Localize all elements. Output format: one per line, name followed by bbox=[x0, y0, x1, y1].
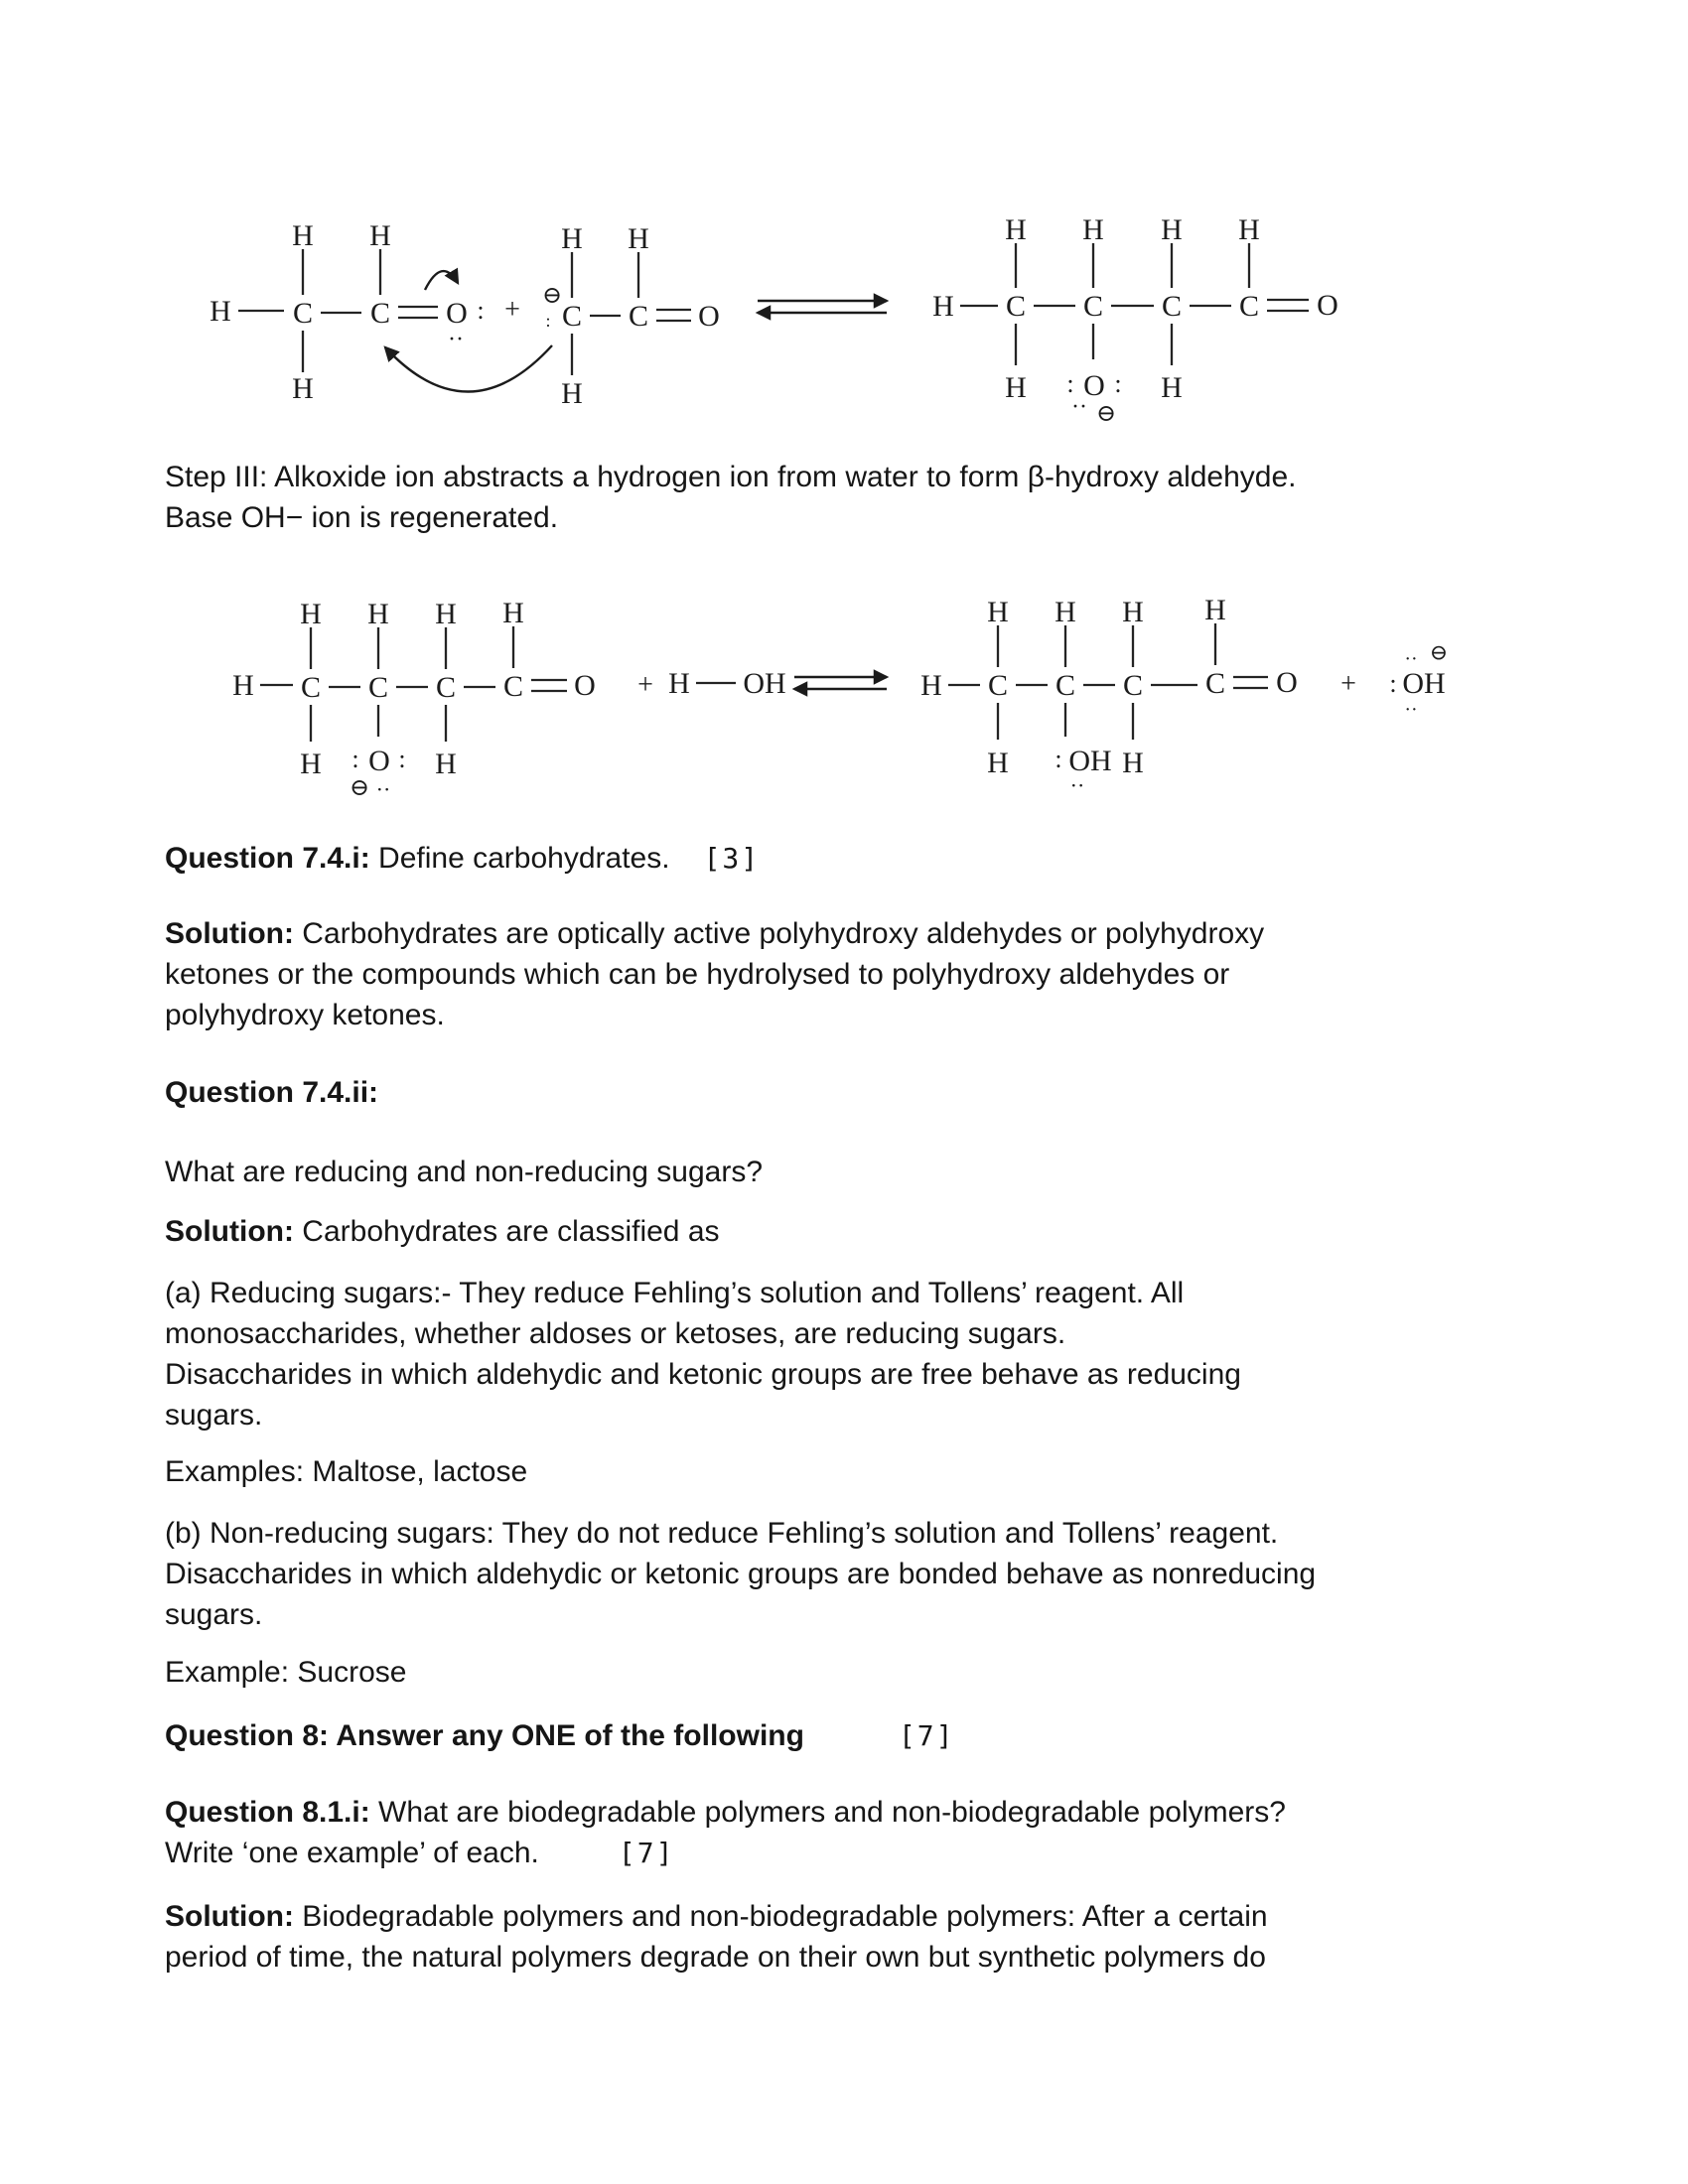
atom-label: H bbox=[1122, 596, 1144, 629]
atom-label: H bbox=[1238, 213, 1260, 247]
text-line bbox=[165, 1594, 1316, 1635]
text-line bbox=[165, 1152, 763, 1192]
atom-label: H bbox=[561, 377, 583, 411]
text-line bbox=[165, 1451, 527, 1492]
text-line bbox=[165, 954, 1264, 995]
text-span: What are biodegradable polymers and non-biodegradable polymers? bbox=[369, 1796, 1286, 1829]
atom-label: H bbox=[1161, 371, 1183, 405]
atom-label: H bbox=[210, 295, 231, 329]
text-line bbox=[165, 1395, 1241, 1435]
atom-label: H bbox=[561, 222, 583, 256]
chem-symbol: : bbox=[1389, 668, 1397, 698]
text-span: (b) Non-reducing sugars: They do not reduce Fehling’s solution and Tollens’ reagent. bbox=[165, 1517, 1279, 1550]
solution-7-4-i bbox=[165, 913, 1264, 1035]
label-bold: Solution: bbox=[165, 917, 294, 950]
atom-label: O bbox=[1276, 666, 1298, 700]
text-span: Base OH− ion is regenerated. bbox=[165, 501, 559, 534]
atom-label: H bbox=[1204, 594, 1226, 627]
atom-label: C bbox=[292, 297, 314, 331]
atom-label: C bbox=[300, 671, 322, 705]
chem-symbol: ·· bbox=[1069, 772, 1085, 798]
label-bold: Question 7.4.i: bbox=[165, 842, 370, 875]
solution-7-4-ii-intro bbox=[165, 1211, 720, 1252]
atom-label: OH bbox=[1402, 667, 1446, 701]
text-span: polyhydroxy ketones. bbox=[165, 999, 445, 1031]
text-line bbox=[165, 1715, 955, 1756]
atom-label: C bbox=[1161, 290, 1183, 324]
atom-label: H bbox=[668, 667, 690, 701]
atom-label: H bbox=[435, 598, 457, 631]
atom-label: H bbox=[1005, 371, 1027, 405]
chem-symbol: + bbox=[1340, 668, 1356, 700]
text-span: Define carbohydrates. bbox=[369, 842, 670, 875]
text-line bbox=[165, 1896, 1268, 1937]
atom-label: C bbox=[561, 300, 583, 334]
atom-label: H bbox=[1122, 747, 1144, 780]
atom-label: H bbox=[300, 598, 322, 631]
curved-electron-arrow bbox=[425, 271, 458, 290]
atom-label: C bbox=[502, 670, 524, 704]
atom-label: C bbox=[987, 669, 1009, 703]
atom-label: H bbox=[232, 669, 254, 703]
text-span: Carbohydrates are optically active polyhydroxy aldehydes or polyhydroxy bbox=[293, 917, 1265, 950]
chem-symbol: ·· bbox=[375, 776, 391, 802]
question-8 bbox=[165, 1715, 955, 1756]
chem-symbol: + bbox=[504, 294, 520, 326]
text-line bbox=[165, 1937, 1268, 1978]
text-line bbox=[165, 1211, 720, 1252]
text-line bbox=[165, 1513, 1316, 1554]
atom-label: H bbox=[987, 596, 1009, 629]
curved-electron-arrow bbox=[385, 345, 552, 392]
marks-badge: [3] bbox=[703, 842, 761, 875]
atom-label: H bbox=[987, 747, 1009, 780]
chem-symbol: : bbox=[1055, 744, 1062, 773]
text-span: sugars. bbox=[165, 1399, 263, 1432]
label-bold: Question 8.1.i: bbox=[165, 1796, 370, 1829]
text-line bbox=[165, 457, 1297, 497]
reducing-sugars-paragraph bbox=[165, 1273, 1241, 1435]
text-span: ketones or the compounds which can be hydrolysed to polyhydroxy aldehydes or bbox=[165, 958, 1230, 991]
text-line bbox=[165, 1273, 1241, 1313]
chem-symbol: ⊖ bbox=[349, 775, 370, 802]
text-line bbox=[165, 497, 1297, 538]
atom-label: H bbox=[1055, 596, 1076, 629]
atom-label: H bbox=[1161, 213, 1183, 247]
atom-label: O bbox=[698, 300, 720, 334]
text-line bbox=[165, 838, 760, 879]
label-bold: Question 7.4.ii: bbox=[165, 1076, 379, 1109]
atom-label: H bbox=[369, 219, 391, 253]
text-span: What are reducing and non-reducing sugars? bbox=[165, 1156, 764, 1188]
question-7-4-ii bbox=[165, 1072, 378, 1113]
text-span: Biodegradable polymers and non-biodegradable polymers: After a certain bbox=[293, 1900, 1268, 1933]
atom-label: C bbox=[1122, 669, 1144, 703]
atom-label: C bbox=[367, 671, 389, 705]
label-bold: Solution: bbox=[165, 1215, 294, 1248]
atom-label: H bbox=[628, 222, 649, 256]
atom-label: C bbox=[1055, 669, 1076, 703]
reducing-examples bbox=[165, 1451, 527, 1492]
atom-label: O bbox=[574, 669, 596, 703]
text-line bbox=[165, 1313, 1241, 1354]
atom-label: O bbox=[1083, 369, 1105, 403]
chem-symbol: : bbox=[398, 744, 406, 773]
atom-label: O bbox=[446, 297, 468, 331]
non-reducing-sugars-paragraph bbox=[165, 1513, 1316, 1635]
atom-label: H bbox=[292, 219, 314, 253]
atom-label: H bbox=[435, 748, 457, 781]
label-bold: Question 8: Answer any ONE of the following bbox=[165, 1719, 804, 1752]
atom-label: OH bbox=[1068, 745, 1112, 778]
text-span: period of time, the natural polymers degrade on their own but synthetic polymers do bbox=[165, 1941, 1266, 1974]
atom-label: O bbox=[1317, 289, 1338, 323]
text-span: Disaccharides in which aldehydic and ketonic groups are free behave as reducing bbox=[165, 1358, 1241, 1391]
reaction-alkoxide-protonation-by-water bbox=[232, 594, 1448, 801]
solution-8-1-i bbox=[165, 1896, 1268, 1978]
chem-symbol: : bbox=[477, 295, 485, 325]
chem-symbol: : bbox=[545, 311, 551, 332]
atom-label: C bbox=[628, 300, 649, 334]
text-line bbox=[165, 913, 1264, 954]
chem-symbol: : bbox=[352, 744, 359, 773]
text-span: Write ‘one example’ of each. bbox=[165, 1837, 539, 1869]
chem-symbol: ·· bbox=[1071, 394, 1087, 421]
chem-symbol: + bbox=[637, 669, 653, 701]
chem-symbol: : bbox=[1066, 368, 1074, 398]
atom-label: C bbox=[1204, 667, 1226, 701]
text-span: Step III: Alkoxide ion abstracts a hydrogen ion from water to form β-hydroxy aldehyde. bbox=[165, 461, 1297, 493]
atom-label: C bbox=[1082, 290, 1104, 324]
chem-symbol: ⊖ bbox=[541, 283, 563, 310]
text-line bbox=[165, 1072, 378, 1113]
atom-label: OH bbox=[743, 667, 786, 701]
marks-badge: [7] bbox=[618, 1837, 675, 1869]
question-7-4-i bbox=[165, 838, 760, 879]
marks-badge: [7] bbox=[898, 1719, 955, 1752]
text-span: Disaccharides in which aldehydic or ketonic groups are bonded behave as nonreducing bbox=[165, 1558, 1317, 1590]
text-span: (a) Reducing sugars:- They reduce Fehling’s solution and Tollens’ reagent. All bbox=[165, 1277, 1185, 1309]
reaction-carbanion-addition-to-aldehyde bbox=[210, 213, 1338, 427]
chem-symbol: ·· bbox=[1404, 647, 1418, 670]
atom-label: C bbox=[1005, 290, 1027, 324]
chem-symbol: ⊖ bbox=[1429, 639, 1449, 665]
atom-label: H bbox=[932, 290, 954, 324]
label-bold: Solution: bbox=[165, 1900, 294, 1933]
text-span: Example: Sucrose bbox=[165, 1656, 407, 1689]
chem-symbol: ·· bbox=[1404, 698, 1418, 721]
text-line bbox=[165, 995, 1264, 1035]
text-line bbox=[165, 1792, 1286, 1833]
text-span: Carbohydrates are classified as bbox=[293, 1215, 720, 1248]
atom-label: H bbox=[300, 748, 322, 781]
atom-label: O bbox=[368, 745, 390, 778]
text-line bbox=[165, 1354, 1241, 1395]
atom-label: C bbox=[435, 671, 457, 705]
text-line bbox=[165, 1652, 406, 1693]
text-line bbox=[165, 1554, 1316, 1594]
chem-symbol: ⊖ bbox=[1095, 401, 1117, 428]
text-span: Examples: Maltose, lactose bbox=[165, 1455, 528, 1488]
atom-label: H bbox=[1082, 213, 1104, 247]
text-line bbox=[165, 1833, 1286, 1873]
non-reducing-example bbox=[165, 1652, 406, 1693]
atom-label: H bbox=[920, 669, 942, 703]
text-span: sugars. bbox=[165, 1598, 263, 1631]
step3-description bbox=[165, 457, 1297, 538]
chem-symbol: ·· bbox=[448, 327, 464, 353]
atom-label: C bbox=[369, 297, 391, 331]
atom-label: H bbox=[1005, 213, 1027, 247]
atom-label: C bbox=[1238, 290, 1260, 324]
atom-label: H bbox=[502, 597, 524, 630]
text-span: monosaccharides, whether aldoses or ketoses, are reducing sugars. bbox=[165, 1317, 1066, 1350]
chem-symbol: : bbox=[1114, 368, 1122, 398]
question-7-4-ii-text bbox=[165, 1152, 763, 1192]
atom-label: H bbox=[367, 598, 389, 631]
question-8-1-i bbox=[165, 1792, 1286, 1873]
atom-label: H bbox=[292, 372, 314, 406]
